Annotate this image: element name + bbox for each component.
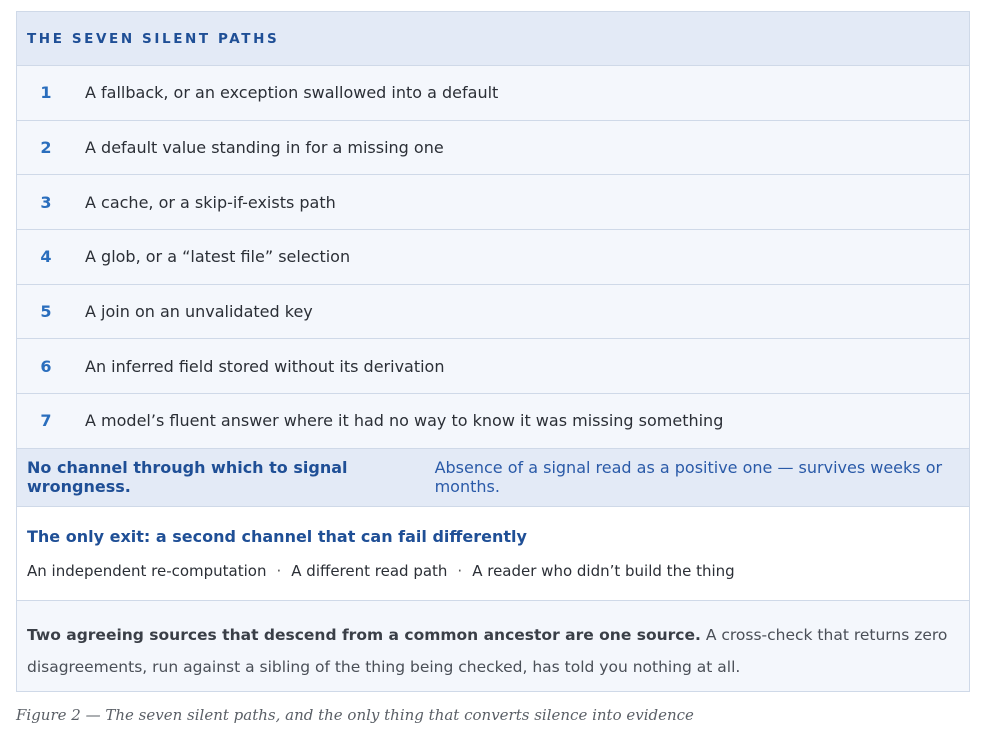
path-text: A default value standing in for a missing one [85,138,444,158]
path-row-1 [17,66,969,121]
path-number: 2 [40,138,52,158]
path-row-3 [17,175,969,230]
path-text: A glob, or a “latest file” selection [85,247,351,267]
figure-header [17,12,969,66]
warning-strong-text: Two agreeing sources that descend from a common ancestor are one source. [27,625,701,644]
summary-strong-text: No channel through which to signal wrongness. [27,458,348,497]
path-row-7 [17,394,969,449]
path-number: 5 [40,302,52,322]
path-text: A join on an unvalidated key [85,302,313,322]
figure-caption: Figure 2 — The seven silent paths, and the only thing that converts silence into evidence [16,706,694,724]
path-row-5 [17,285,969,340]
exit-option: A reader who didn’t build the thing [472,561,735,580]
summary-rest-text: Absence of a signal read as a positive one — survives weeks or months. [434,458,943,497]
figure-title: THE SEVEN SILENT PATHS [27,30,280,47]
path-row-2 [17,121,969,176]
silent-paths-figure [16,11,970,692]
path-row-6 [17,339,969,394]
path-number: 4 [40,247,52,267]
warning-block [17,601,969,691]
exit-block [17,507,969,601]
summary-row [17,449,969,507]
path-row-4 [17,230,969,285]
path-number: 3 [40,192,52,212]
exit-options [27,562,959,580]
exit-option: An independent re-computation [27,561,267,580]
path-text: An inferred field stored without its derivation [85,356,445,376]
path-text: A cache, or a skip-if-exists path [85,192,336,212]
path-number: 7 [40,411,52,431]
warning-rest-text: A cross-check that returns zero disagreements, run against a sibling of the thing being checked, has told you nothing at all. [27,625,948,676]
path-text: A fallback, or an exception swallowed into a default [85,83,499,103]
exit-title: The only exit: a second channel that can fail differently [27,526,527,546]
path-number: 1 [40,83,52,103]
separator-dot: · [457,561,463,580]
path-number: 6 [40,356,52,376]
separator-dot: · [276,561,282,580]
path-text: A model’s fluent answer where it had no way to know it was missing something [85,411,724,431]
exit-option: A different read path [291,561,448,580]
